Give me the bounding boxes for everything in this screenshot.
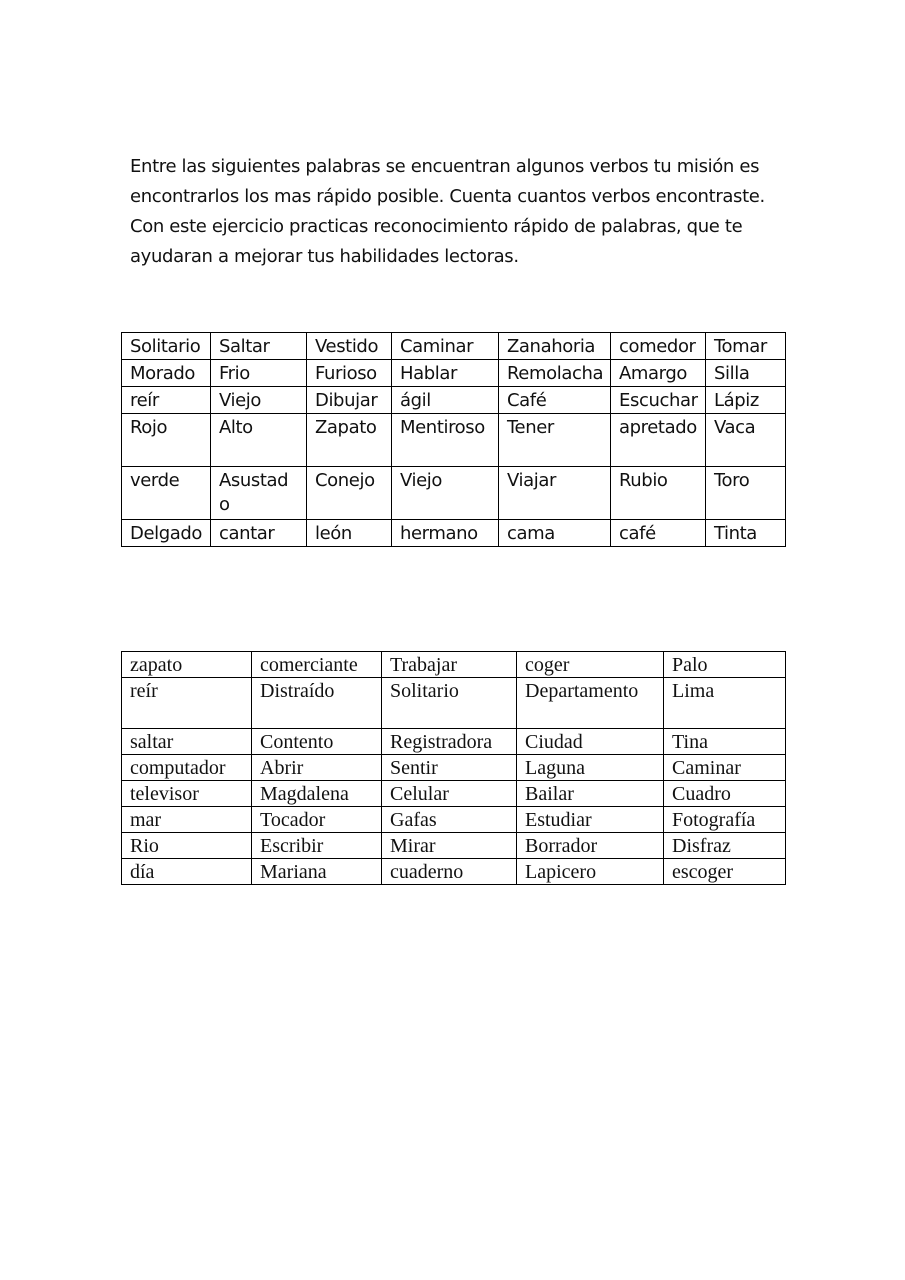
table-cell: Amargo — [611, 360, 706, 387]
table-cell: comerciante — [252, 652, 382, 678]
table-cell: café — [611, 520, 706, 547]
word-table-2 — [121, 651, 786, 885]
instructions-paragraph — [130, 152, 790, 272]
table-cell: Lima — [664, 678, 786, 729]
table-cell: Silla — [706, 360, 786, 387]
table-cell: Escuchar — [611, 387, 706, 414]
table-row — [122, 520, 786, 547]
table-cell: zapato — [122, 652, 252, 678]
word-table-1 — [121, 332, 786, 547]
table-cell: Lapicero — [517, 859, 664, 885]
table-cell: Lápiz — [706, 387, 786, 414]
table-cell: Gafas — [382, 807, 517, 833]
table-row — [122, 333, 786, 360]
table-cell: Laguna — [517, 755, 664, 781]
table-cell: televisor — [122, 781, 252, 807]
table-cell: mar — [122, 807, 252, 833]
table-cell: Tener — [499, 414, 611, 467]
table-row — [122, 387, 786, 414]
table-cell: Bailar — [517, 781, 664, 807]
table-cell: Frio — [211, 360, 307, 387]
table-row — [122, 807, 786, 833]
instructions-line: ayudaran a mejorar tus habilidades lectoras. — [130, 246, 519, 267]
table-cell: Mirar — [382, 833, 517, 859]
instructions-line: encontrarlos los mas rápido posible. Cuenta cuantos verbos encontraste. — [130, 186, 765, 207]
table-row — [122, 360, 786, 387]
table-cell: Viejo — [392, 467, 499, 520]
table-cell: león — [307, 520, 392, 547]
table-cell: Rojo — [122, 414, 211, 467]
table-cell: Departamento — [517, 678, 664, 729]
table-cell: Remolacha — [499, 360, 611, 387]
table-cell: Dibujar — [307, 387, 392, 414]
table-cell: Delgado — [122, 520, 211, 547]
table-cell: Caminar — [664, 755, 786, 781]
table-row — [122, 414, 786, 467]
table-cell: Vaca — [706, 414, 786, 467]
table-cell: Rubio — [611, 467, 706, 520]
table-cell: Solitario — [382, 678, 517, 729]
table-cell: Morado — [122, 360, 211, 387]
table-cell: coger — [517, 652, 664, 678]
table-cell: Alto — [211, 414, 307, 467]
table-cell: apretado — [611, 414, 706, 467]
table-cell: día — [122, 859, 252, 885]
table-cell: Caminar — [392, 333, 499, 360]
table-cell: Ciudad — [517, 729, 664, 755]
table-row — [122, 755, 786, 781]
table-cell: Tomar — [706, 333, 786, 360]
table-cell: Viajar — [499, 467, 611, 520]
table-cell: Contento — [252, 729, 382, 755]
table-cell: reír — [122, 387, 211, 414]
table-row — [122, 859, 786, 885]
table-cell: Hablar — [392, 360, 499, 387]
table-cell: ágil — [392, 387, 499, 414]
table-cell: comedor — [611, 333, 706, 360]
table-cell: Borrador — [517, 833, 664, 859]
instructions-line: Entre las siguientes palabras se encuentran algunos verbos tu misión es — [130, 156, 760, 177]
table-cell: Trabajar — [382, 652, 517, 678]
table-row — [122, 652, 786, 678]
table-cell: Fotografía — [664, 807, 786, 833]
table-cell: Conejo — [307, 467, 392, 520]
table-row — [122, 467, 786, 520]
table-cell: Saltar — [211, 333, 307, 360]
table-cell: Celular — [382, 781, 517, 807]
table-cell: Tinta — [706, 520, 786, 547]
table-cell: Escribir — [252, 833, 382, 859]
table-cell: saltar — [122, 729, 252, 755]
table-cell: Sentir — [382, 755, 517, 781]
table-cell: cantar — [211, 520, 307, 547]
table-cell: Magdalena — [252, 781, 382, 807]
table-cell: Asustado — [211, 467, 307, 520]
table-cell: hermano — [392, 520, 499, 547]
table-cell: Cuadro — [664, 781, 786, 807]
table-cell: Abrir — [252, 755, 382, 781]
table-cell: Disfraz — [664, 833, 786, 859]
table-cell: Mentiroso — [392, 414, 499, 467]
table-cell: Estudiar — [517, 807, 664, 833]
table-cell: Registradora — [382, 729, 517, 755]
table-cell: Mariana — [252, 859, 382, 885]
table-cell: escoger — [664, 859, 786, 885]
table-row — [122, 781, 786, 807]
table-cell: Vestido — [307, 333, 392, 360]
table-cell: verde — [122, 467, 211, 520]
table-row — [122, 678, 786, 729]
table-cell: Rio — [122, 833, 252, 859]
table-cell: Solitario — [122, 333, 211, 360]
table-cell: cuaderno — [382, 859, 517, 885]
table-cell: cama — [499, 520, 611, 547]
table-cell: reír — [122, 678, 252, 729]
table-cell: Viejo — [211, 387, 307, 414]
table-cell: Tocador — [252, 807, 382, 833]
table-cell: Tina — [664, 729, 786, 755]
table-cell: Zapato — [307, 414, 392, 467]
table-cell: Toro — [706, 467, 786, 520]
instructions-line: Con este ejercicio practicas reconocimiento rápido de palabras, que te — [130, 216, 743, 237]
table-cell: Zanahoria — [499, 333, 611, 360]
table-cell: Furioso — [307, 360, 392, 387]
table-cell: Café — [499, 387, 611, 414]
table-row — [122, 833, 786, 859]
table-cell: Distraído — [252, 678, 382, 729]
table-cell: computador — [122, 755, 252, 781]
table-cell: Palo — [664, 652, 786, 678]
table-row — [122, 729, 786, 755]
